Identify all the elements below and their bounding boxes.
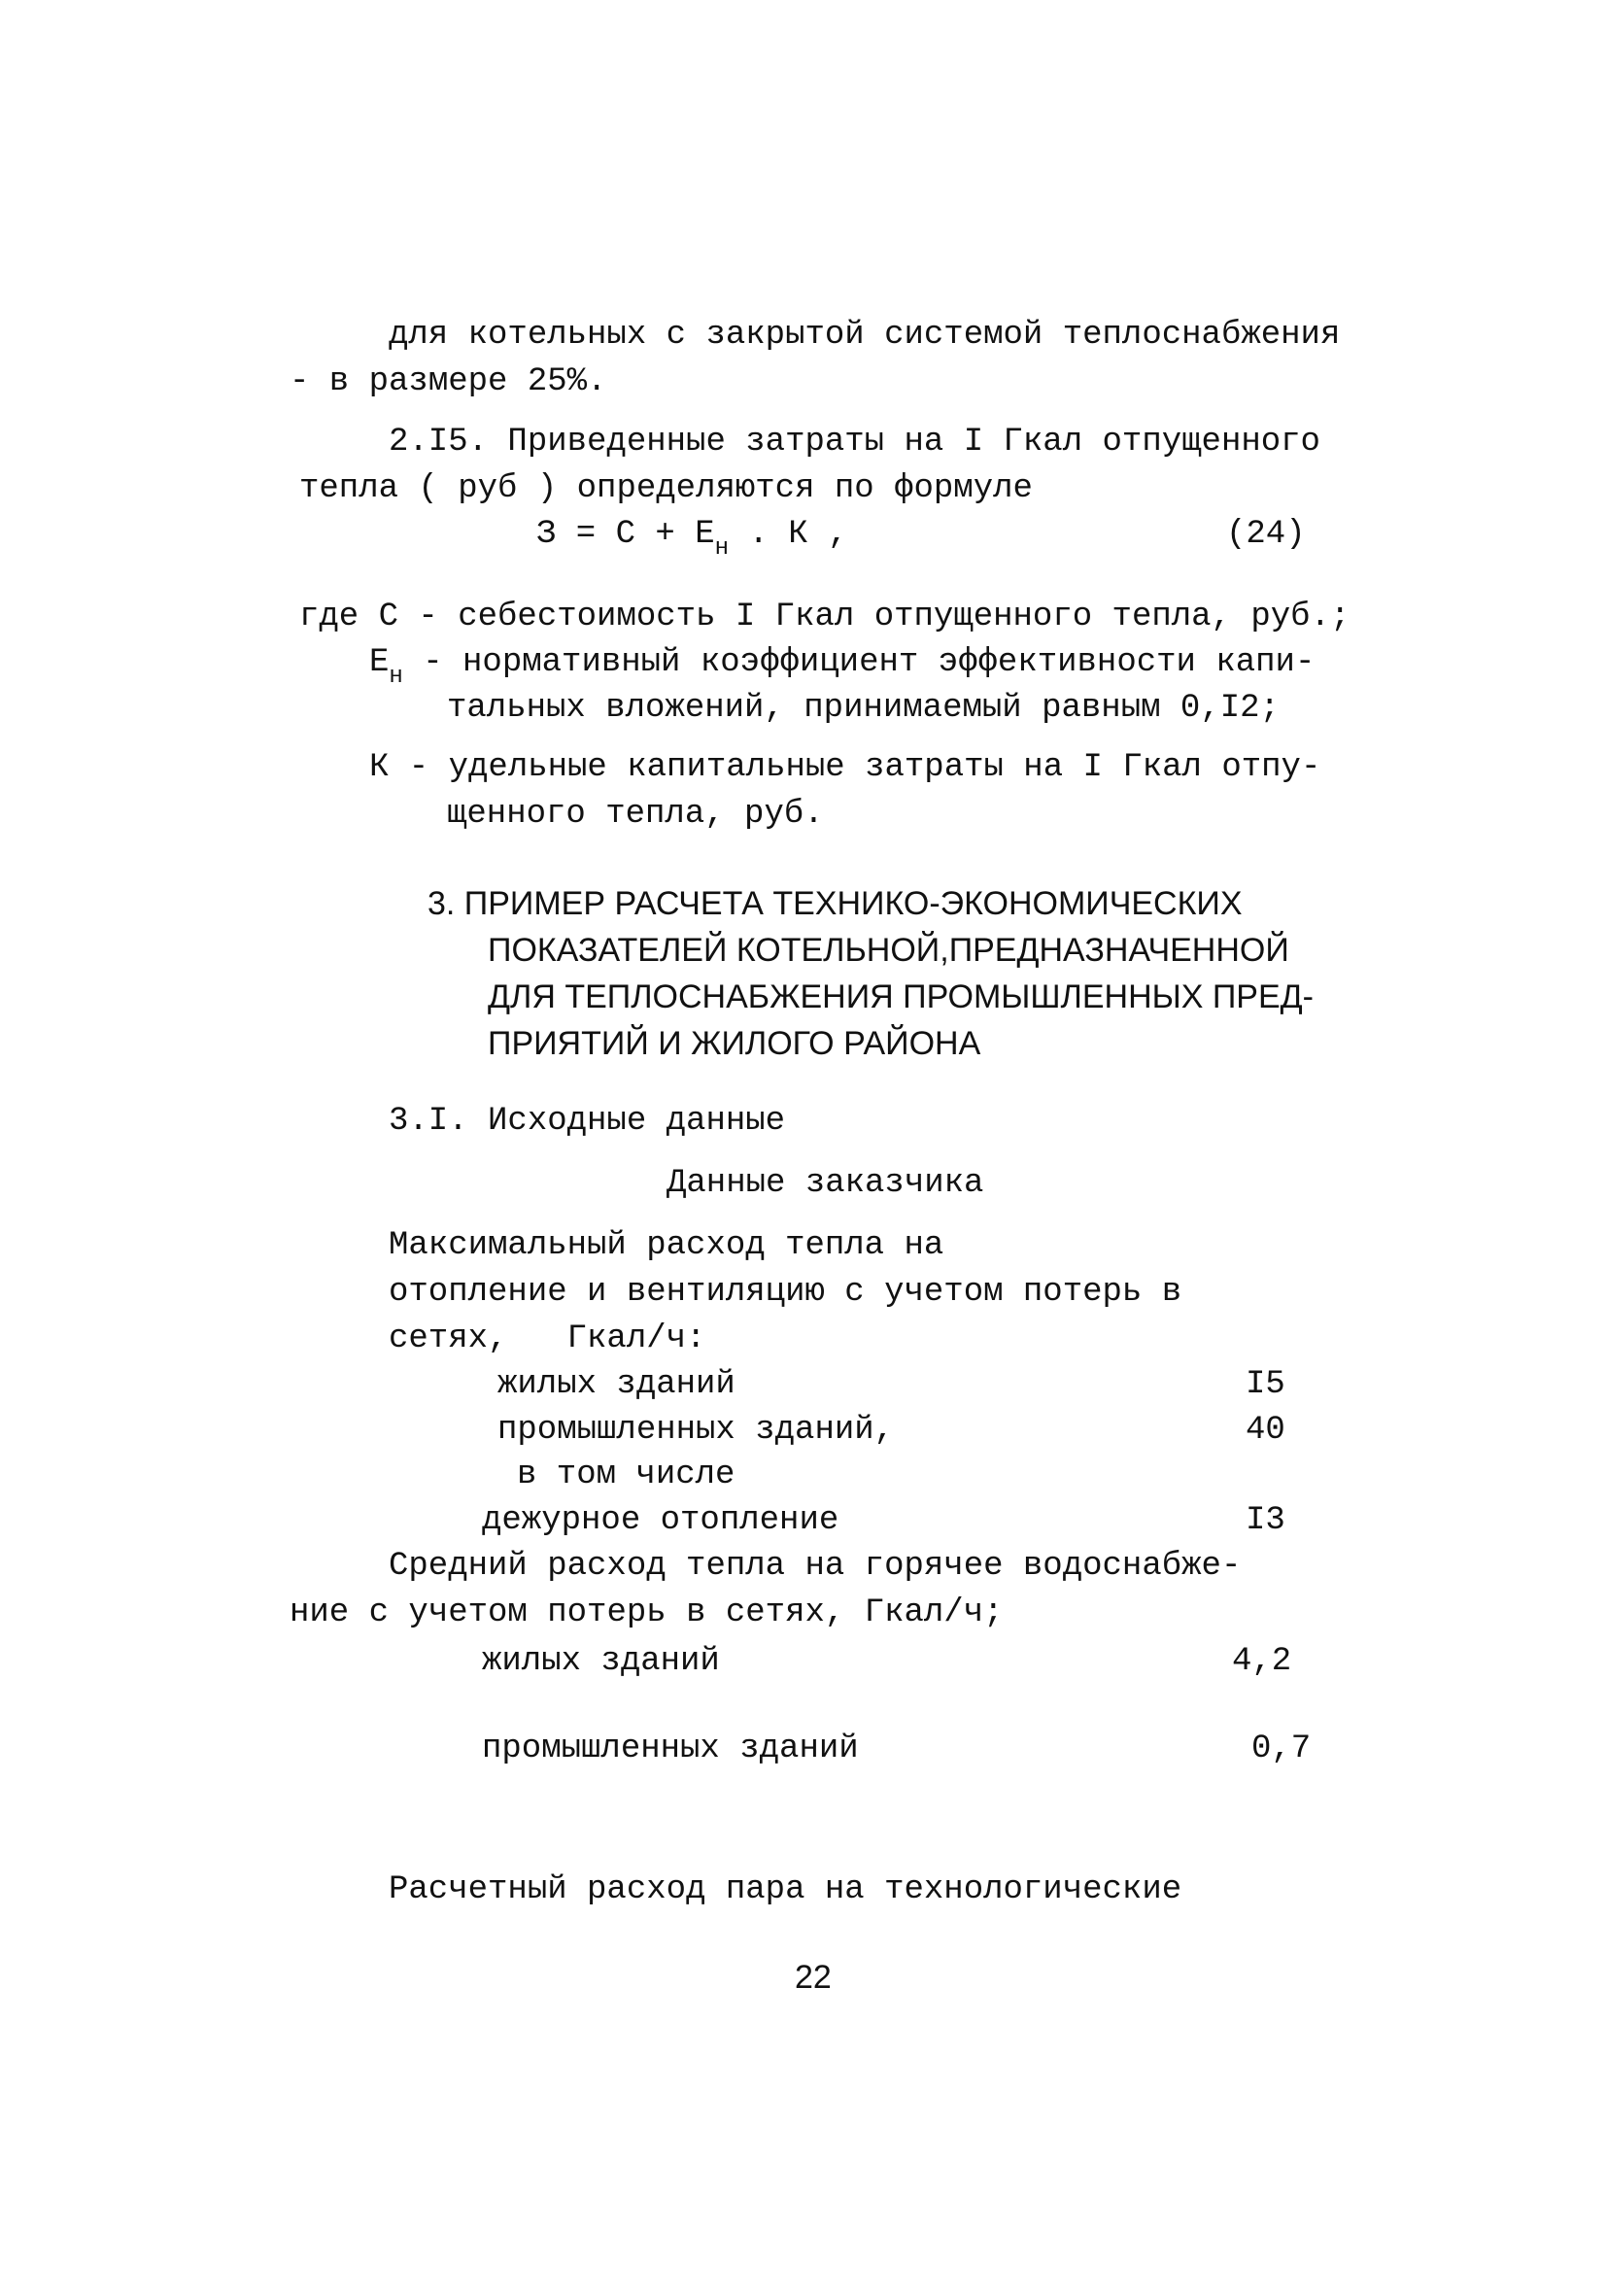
intro-line-1: для котельных с закрытой системой теплоснабжения xyxy=(389,317,1341,354)
definition-e-line-1 xyxy=(369,643,1316,690)
max-heat-line-1: Максимальный расход тепла на xyxy=(389,1227,944,1264)
section-3-heading-line-4: ПРИЯТИЙ И ЖИЛОГО РАЙОНА xyxy=(488,1025,981,1062)
avg-heat-row-value: 4,2 xyxy=(1232,1643,1292,1680)
steam-line-1: Расчетный расход пара на технологические xyxy=(389,1871,1182,1908)
max-heat-row-label: в том числе xyxy=(517,1456,735,1493)
max-heat-row-label: жилых зданий xyxy=(497,1366,735,1403)
intro-line-2: - в размере 25%. xyxy=(290,363,607,400)
max-heat-line-3: сетях, Гкал/ч: xyxy=(389,1320,706,1357)
customer-data-subtitle: Данные заказчика xyxy=(667,1165,984,1202)
e-subscript: н xyxy=(389,664,403,690)
e-symbol: Е xyxy=(369,644,390,681)
max-heat-row-label: дежурное отопление xyxy=(482,1502,839,1539)
avg-heat-row-value: 0,7 xyxy=(1251,1731,1312,1767)
section-2-15-line-1: 2.I5. Приведенные затраты на I Гкал отпущенного xyxy=(389,424,1320,461)
definition-c: где С - себестоимость I Гкал отпущенного тепла, руб.; xyxy=(299,599,1351,635)
formula-left: З = С + Е xyxy=(536,516,715,553)
max-heat-row-value: 40 xyxy=(1246,1412,1285,1449)
formula-subscript: н xyxy=(714,535,730,562)
section-3-heading-line-3: ДЛЯ ТЕПЛОСНАБЖЕНИЯ ПРОМЫШЛЕННЫХ ПРЕД- xyxy=(488,978,1314,1015)
page-number: 22 xyxy=(795,1959,832,1996)
max-heat-row-value: I3 xyxy=(1246,1502,1285,1539)
max-heat-row-value: I5 xyxy=(1246,1366,1285,1403)
max-heat-line-2: отопление и вентиляцию с учетом потерь в xyxy=(389,1274,1182,1311)
section-3-heading-line-1: 3. ПРИМЕР РАСЧЕТА ТЕХНИКО-ЭКОНОМИЧЕСКИХ xyxy=(427,885,1243,922)
definition-e-line-2: тальных вложений, принимаемый равным 0,I2; xyxy=(447,690,1280,727)
avg-heat-row-label: жилых зданий xyxy=(482,1643,720,1680)
formula-number: (24) xyxy=(1226,516,1306,553)
section-3-heading-line-2: ПОКАЗАТЕЛЕЙ КОТЕЛЬНОЙ,ПРЕДНАЗНАЧЕННОЙ xyxy=(488,932,1289,969)
max-heat-row-label: промышленных зданий, xyxy=(497,1412,895,1449)
section-3-1-title: 3.I. Исходные данные xyxy=(389,1103,786,1140)
avg-heat-line-1: Средний расход тепла на горячее водоснабже- xyxy=(389,1548,1242,1585)
definition-k-line-2: щенного тепла, руб. xyxy=(447,796,824,833)
section-2-15-line-2: тепла ( руб ) определяются по формуле xyxy=(299,470,1033,507)
avg-heat-row-label: промышленных зданий xyxy=(482,1731,859,1767)
definition-k-line-1: К - удельные капитальные затраты на I Гкал отпу- xyxy=(369,749,1321,786)
formula xyxy=(536,515,848,562)
e-text: - нормативный коэффициент эффективности капи- xyxy=(402,644,1316,681)
avg-heat-line-2: ние с учетом потерь в сетях, Гкал/ч; xyxy=(290,1594,1004,1631)
formula-right: . К , xyxy=(729,516,848,553)
